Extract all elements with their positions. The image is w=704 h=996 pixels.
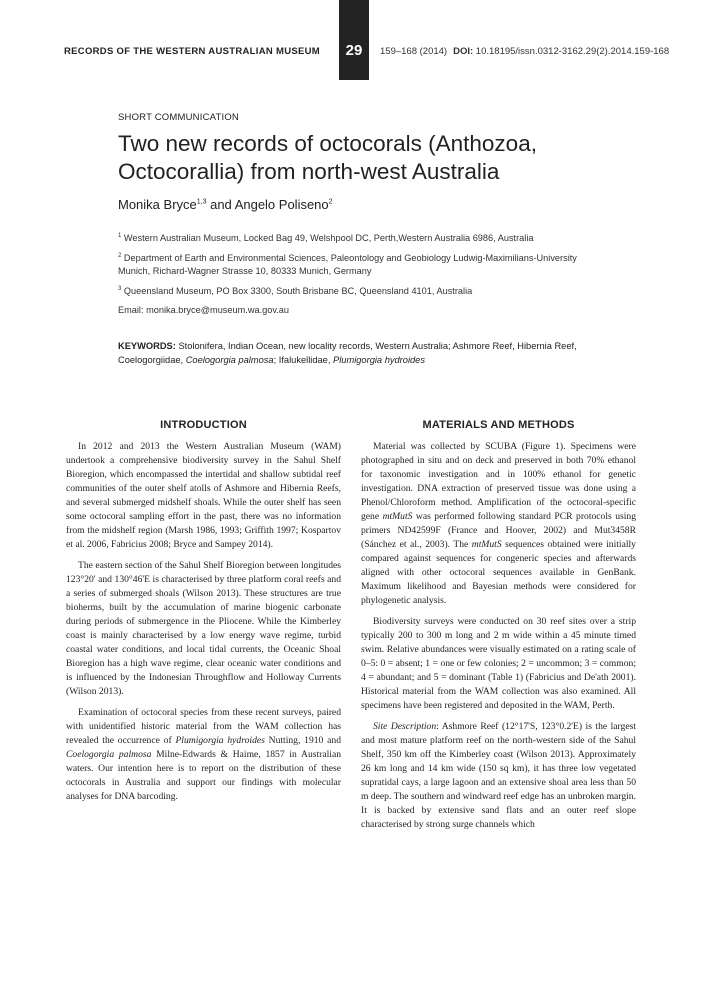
author-list [118,197,333,212]
affiliation-number: 2 [118,253,122,259]
section-label: SHORT COMMUNICATION [118,112,239,123]
doi-link[interactable]: 10.18195/issn.0312-3162.29(2).2014.159-168 [475,46,670,57]
affiliation-text: Queensland Museum, PO Box 3300, South Brisbane BC, Queensland 4101, Australia [123,286,473,297]
introduction-heading: INTRODUCTION [160,419,247,431]
intro-text: Examination of octocoral species from these recent surveys, paired with unidentified historic material from the WAM collection has revealed the occurrence of [66,707,341,746]
methods-text: : Ashmore Reef (12°17'S, 123°0.2'E) is the largest and most mature platform reef on the north-western side of the Sahul Shelf, 350 km off the Kimberley coast (Wilson 2013). Approximately 26 km long and 14 km wide (150 sq km), it has three low vegetated supratidal cays, a large lagoon and an extensive shoal area less than 50 m deep. The southern and windward reef edge has an unbroken margin. It is backed by extensive sand flats and an outer reef slope characterised by strong surge channels which [361,721,636,830]
doi-label: DOI: [453,46,474,57]
keyword-species: Plumigorgia hydroides [333,355,425,365]
affiliation [118,250,608,278]
intro-paragraph: In 2012 and 2013 the Western Australian Museum (WAM) undertook a comprehensive biodiversity survey in the Sahul Shelf Bioregion, which encompassed the intertidal and shallow subtidal reef communities of the outer shelf atolls of Ashmore and Hibernia Reefs, and several submerged midshelf shoals. While the outer shelf has seen some octocoral sampling effort in the past, there was no information from the midshelf region (Marsh 1986, 1993; Griffith 1997; Kospartov et al. 2006, Fabricius 2008; Bryce and Sampey 2014). [66,441,341,550]
keyword-species: Coelogorgia palmosa [185,355,274,365]
right-column [361,418,636,839]
affiliation-number: 3 [118,286,122,292]
running-header [0,0,704,80]
page-range: 159–168 (2014) [380,46,448,57]
methods-text: was performed following standard PCR protocols using primers ND42599F (France and Hoover, 2002) and Mut3458R (Sánchez et al., 2003). The [361,511,636,550]
left-column [66,418,341,811]
species-name: Coelogorgia palmosa [66,749,152,760]
species-name: Plumigorgia hydroides [175,735,265,746]
affiliation-text: Department of Earth and Environmental Sciences, Paleontology and Geobiology Ludwig-Maximilians-University Munich, Richard-Wagner Strasse 10, 80333 Munich, Germany [118,253,577,277]
keywords-label: KEYWORDS: [118,341,176,351]
author-affiliation-ref: 2 [328,198,333,206]
journal-name: RECORDS OF THE WESTERN AUSTRALIAN MUSEUM [64,46,321,57]
author-name: Monika Bryce [118,197,197,212]
author-affiliation-ref: 1,3 [196,198,207,206]
gene-name: mtMutS [471,539,502,550]
citation-info [380,46,669,57]
intro-paragraph [66,706,341,804]
methods-text: Material was collected by SCUBA (Figure 1). Specimens were photographed in situ and on deck and preserved in both 70% ethanol for taxonomic investigation and in 100% ethanol for genetic investigation. DNA extraction of preserved tissue was done using a Phenol/Chloroform method. Amplification of the octocoral-specific gene [361,441,636,522]
article-title: Two new records of octocorals (Anthozoa, Octocorallia) from north-west Australia [118,131,537,184]
intro-paragraph: The eastern section of the Sahul Shelf Bioregion between longitudes 123°20' and 130°46'E is characterised by three platform coral reefs and a series of submerged shoals (Wilson 2013). These structures are true bioherms, built by the accumulation of marine biogenic carbonate during periods of submergence in the Pliocene. While the Kimberley coast is mainly characterised by a low energy wave regime, turbid coastal water conditions, and local tidal currents, the Oceanic Shoal Bioregion has a high wave regime, clear oceanic water conditions and is influenced by the Indonesian Throughflow and Holloway Currents (Wilson 2013). [66,560,341,697]
gene-name: mtMutS [382,511,413,522]
intro-text: Milne-Edwards & Haime, 1857 in Australian waters. Our intention here is to report on the distribution of these octocorals in Australia and support our findings with molecular analyses for DNA barcoding. [66,749,342,802]
issue-box [339,0,369,80]
affiliation [118,230,608,245]
issue-number: 29 [345,42,363,59]
affiliation-text: Western Australian Museum, Locked Bag 49, Welshpool DC, Perth,Western Australia 6986, Australia [123,233,534,244]
methods-paragraph [361,440,636,608]
subsection-label: Site Description [373,721,437,732]
methods-text: sequences obtained were initially compared against sequences for congeneric species and afterwards aligned with other octocoral sequences available in GenBank. Maximum likelihood and Bayesian methods were considered for phylogenetic analysis. [361,539,636,606]
contact-email[interactable]: Email: monika.bryce@museum.wa.gov.au [118,305,290,315]
methods-paragraph: Biodiversity surveys were conducted on 30 reef sites over a strip typically 200 to 300 m long and 2 m wide within a 45 minute timed swim. Relative abundances were visually estimated on a rating scale of 0–5: 0 = absent; 1 = one or few colonies; 2 = uncommon; 3 = common; 4 = abundant; and 5 = dominant (Table 1) (Fabricius and De'ath 2001). Historical material from the WAM collection was also examined. All specimens have been registered and deposited in the WAM, Perth. [361,616,636,711]
author-conjunction: and [206,197,235,212]
affiliation [118,283,608,298]
affiliation-number: 1 [118,233,122,239]
intro-text: Nutting, 1910 and [264,735,341,746]
methods-paragraph [361,720,636,832]
methods-heading: MATERIALS AND METHODS [422,419,575,431]
author-name: Angelo Poliseno [234,197,329,212]
keywords-block [118,339,608,367]
keywords-text: Stolonifera, Indian Ocean, new locality records, Western Australia; Ashmore Reef, Hibernia Reef, Coelogorgiidae, [118,341,577,365]
keywords-text: ; Ifalukellidae, [273,355,334,365]
